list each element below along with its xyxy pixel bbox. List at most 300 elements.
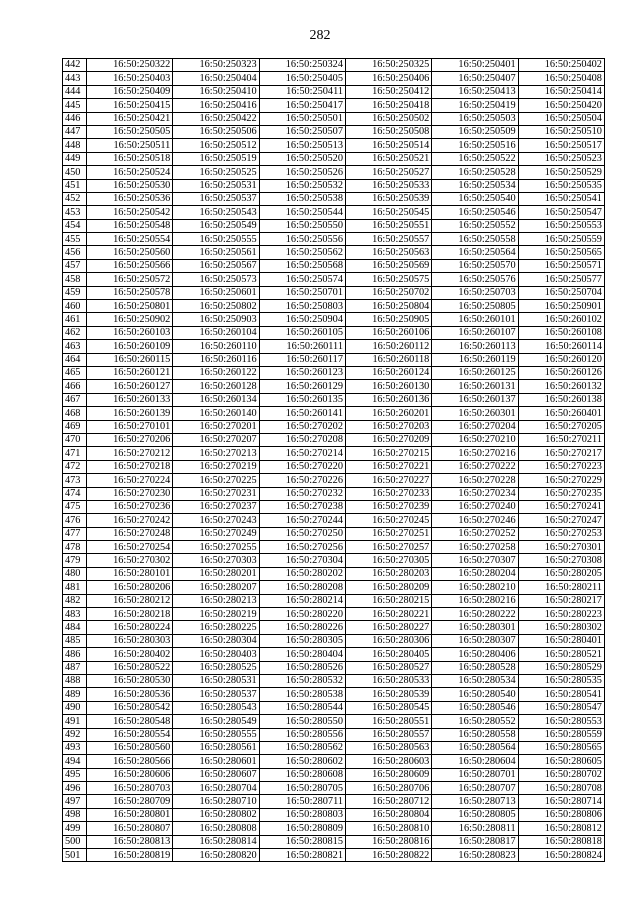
cadastral-number-cell: 16:50:280205 bbox=[518, 567, 604, 580]
cadastral-number-cell: 16:50:270208 bbox=[259, 433, 345, 446]
row-number-cell: 492 bbox=[63, 728, 87, 741]
cadastral-number-cell: 16:50:280223 bbox=[518, 608, 604, 621]
cadastral-number-cell: 16:50:250601 bbox=[173, 286, 259, 299]
table-row bbox=[63, 273, 605, 286]
row-number-cell: 493 bbox=[63, 741, 87, 754]
row-number-cell: 482 bbox=[63, 594, 87, 607]
cadastral-number-cell: 16:50:250419 bbox=[432, 99, 518, 112]
cadastral-number-cell: 16:50:270202 bbox=[259, 420, 345, 433]
cadastral-number-cell: 16:50:280561 bbox=[173, 741, 259, 754]
cadastral-number-cell: 16:50:270249 bbox=[173, 527, 259, 540]
cadastral-number-cell: 16:50:250411 bbox=[259, 85, 345, 98]
row-number-cell: 448 bbox=[63, 139, 87, 152]
cadastral-number-cell: 16:50:260118 bbox=[345, 353, 431, 366]
cadastral-number-cell: 16:50:250543 bbox=[173, 206, 259, 219]
cadastral-number-cell: 16:50:250524 bbox=[87, 166, 173, 179]
cadastral-number-cell: 16:50:250513 bbox=[259, 139, 345, 152]
table-row bbox=[63, 741, 605, 754]
cadastral-number-cell: 16:50:250523 bbox=[518, 152, 604, 165]
cadastral-number-cell: 16:50:280607 bbox=[173, 768, 259, 781]
cadastral-number-cell: 16:50:280527 bbox=[345, 661, 431, 674]
table-row bbox=[63, 581, 605, 594]
cadastral-number-cell: 16:50:270243 bbox=[173, 514, 259, 527]
cadastral-number-cell: 16:50:270256 bbox=[259, 541, 345, 554]
cadastral-number-cell: 16:50:250510 bbox=[518, 125, 604, 138]
cadastral-number-cell: 16:50:280542 bbox=[87, 701, 173, 714]
row-number-cell: 484 bbox=[63, 621, 87, 634]
cadastral-number-cell: 16:50:250324 bbox=[259, 59, 345, 72]
cadastral-number-cell: 16:50:270225 bbox=[173, 474, 259, 487]
row-number-cell: 475 bbox=[63, 500, 87, 513]
cadastral-number-cell: 16:50:280544 bbox=[259, 701, 345, 714]
table-row bbox=[63, 567, 605, 580]
cadastral-number-cell: 16:50:270248 bbox=[87, 527, 173, 540]
cadastral-number-cell: 16:50:280227 bbox=[345, 621, 431, 634]
cadastral-number-cell: 16:50:250535 bbox=[518, 179, 604, 192]
cadastral-number-cell: 16:50:250567 bbox=[173, 259, 259, 272]
cadastral-number-cell: 16:50:280558 bbox=[432, 728, 518, 741]
cadastral-number-cell: 16:50:270215 bbox=[345, 447, 431, 460]
table-row bbox=[63, 715, 605, 728]
cadastral-number-cell: 16:50:260103 bbox=[87, 326, 173, 339]
cadastral-number-cell: 16:50:250703 bbox=[432, 286, 518, 299]
cadastral-number-cell: 16:50:250701 bbox=[259, 286, 345, 299]
cadastral-number-cell: 16:50:260126 bbox=[518, 366, 604, 379]
cadastral-number-cell: 16:50:270203 bbox=[345, 420, 431, 433]
table-row bbox=[63, 112, 605, 125]
cadastral-number-cell: 16:50:250571 bbox=[518, 259, 604, 272]
cadastral-number-cell: 16:50:260125 bbox=[432, 366, 518, 379]
cadastral-number-cell: 16:50:250704 bbox=[518, 286, 604, 299]
cadastral-number-cell: 16:50:260101 bbox=[432, 313, 518, 326]
table-row bbox=[63, 433, 605, 446]
cadastral-number-cell: 16:50:280204 bbox=[432, 567, 518, 580]
table-row bbox=[63, 246, 605, 259]
cadastral-number-cell: 16:50:250555 bbox=[173, 233, 259, 246]
row-number-cell: 474 bbox=[63, 487, 87, 500]
cadastral-number-cell: 16:50:280546 bbox=[432, 701, 518, 714]
cadastral-number-cell: 16:50:280804 bbox=[345, 808, 431, 821]
cadastral-number-cell: 16:50:280539 bbox=[345, 688, 431, 701]
cadastral-number-cell: 16:50:260120 bbox=[518, 353, 604, 366]
cadastral-number-cell: 16:50:280213 bbox=[173, 594, 259, 607]
cadastral-number-cell: 16:50:250518 bbox=[87, 152, 173, 165]
table-row bbox=[63, 795, 605, 808]
cadastral-number-cell: 16:50:280702 bbox=[518, 768, 604, 781]
row-number-cell: 478 bbox=[63, 541, 87, 554]
cadastral-number-cell: 16:50:270220 bbox=[259, 460, 345, 473]
row-number-cell: 500 bbox=[63, 835, 87, 848]
cadastral-number-cell: 16:50:250410 bbox=[173, 85, 259, 98]
cadastral-number-cell: 16:50:250545 bbox=[345, 206, 431, 219]
cadastral-number-cell: 16:50:270240 bbox=[432, 500, 518, 513]
row-number-cell: 470 bbox=[63, 433, 87, 446]
cadastral-number-cell: 16:50:280603 bbox=[345, 755, 431, 768]
cadastral-number-cell: 16:50:270205 bbox=[518, 420, 604, 433]
cadastral-number-cell: 16:50:270242 bbox=[87, 514, 173, 527]
cadastral-number-cell: 16:50:250541 bbox=[518, 192, 604, 205]
cadastral-number-cell: 16:50:270219 bbox=[173, 460, 259, 473]
cadastral-number-cell: 16:50:270214 bbox=[259, 447, 345, 460]
cadastral-number-cell: 16:50:270307 bbox=[432, 554, 518, 567]
table-row bbox=[63, 835, 605, 848]
cadastral-number-cell: 16:50:270231 bbox=[173, 487, 259, 500]
cadastral-number-cell: 16:50:280819 bbox=[87, 849, 173, 862]
cadastral-number-cell: 16:50:280562 bbox=[259, 741, 345, 754]
cadastral-number-cell: 16:50:280605 bbox=[518, 755, 604, 768]
row-number-cell: 496 bbox=[63, 782, 87, 795]
cadastral-number-cell: 16:50:270206 bbox=[87, 433, 173, 446]
table-row bbox=[63, 259, 605, 272]
cadastral-number-cell: 16:50:280707 bbox=[432, 782, 518, 795]
cadastral-number-cell: 16:50:280551 bbox=[345, 715, 431, 728]
cadastral-number-cell: 16:50:270245 bbox=[345, 514, 431, 527]
cadastral-number-cell: 16:50:250905 bbox=[345, 313, 431, 326]
cadastral-number-cell: 16:50:250503 bbox=[432, 112, 518, 125]
row-number-cell: 454 bbox=[63, 219, 87, 232]
cadastral-number-cell: 16:50:250519 bbox=[173, 152, 259, 165]
cadastral-number-cell: 16:50:250563 bbox=[345, 246, 431, 259]
table-row bbox=[63, 755, 605, 768]
cadastral-number-cell: 16:50:280555 bbox=[173, 728, 259, 741]
table-row bbox=[63, 59, 605, 72]
cadastral-number-cell: 16:50:280708 bbox=[518, 782, 604, 795]
cadastral-number-cell: 16:50:250402 bbox=[518, 59, 604, 72]
cadastral-number-cell: 16:50:280224 bbox=[87, 621, 173, 634]
cadastral-number-cell: 16:50:280226 bbox=[259, 621, 345, 634]
cadastral-number-cell: 16:50:280405 bbox=[345, 648, 431, 661]
table-row bbox=[63, 849, 605, 862]
cadastral-number-cell: 16:50:250520 bbox=[259, 152, 345, 165]
cadastral-number-cell: 16:50:250556 bbox=[259, 233, 345, 246]
cadastral-number-cell: 16:50:280606 bbox=[87, 768, 173, 781]
table-row bbox=[63, 99, 605, 112]
cadastral-number-cell: 16:50:280222 bbox=[432, 608, 518, 621]
table-row bbox=[63, 72, 605, 85]
row-number-cell: 459 bbox=[63, 286, 87, 299]
cadastral-number-cell: 16:50:250552 bbox=[432, 219, 518, 232]
cadastral-number-cell: 16:50:270255 bbox=[173, 541, 259, 554]
cadastral-number-cell: 16:50:260133 bbox=[87, 393, 173, 406]
cadastral-number-cell: 16:50:280810 bbox=[345, 822, 431, 835]
cadastral-number-cell: 16:50:250574 bbox=[259, 273, 345, 286]
table-row bbox=[63, 313, 605, 326]
cadastral-number-cell: 16:50:260110 bbox=[173, 340, 259, 353]
cadastral-number-cell: 16:50:250413 bbox=[432, 85, 518, 98]
cadastral-number-cell: 16:50:280563 bbox=[345, 741, 431, 754]
cadastral-number-cell: 16:50:260115 bbox=[87, 353, 173, 366]
cadastral-number-cell: 16:50:270229 bbox=[518, 474, 604, 487]
cadastral-number-cell: 16:50:260134 bbox=[173, 393, 259, 406]
cadastral-number-cell: 16:50:270250 bbox=[259, 527, 345, 540]
cadastral-number-cell: 16:50:280212 bbox=[87, 594, 173, 607]
cadastral-number-cell: 16:50:270230 bbox=[87, 487, 173, 500]
cadastral-number-cell: 16:50:250517 bbox=[518, 139, 604, 152]
cadastral-number-cell: 16:50:260104 bbox=[173, 326, 259, 339]
cadastral-number-cell: 16:50:280609 bbox=[345, 768, 431, 781]
cadastral-number-cell: 16:50:250903 bbox=[173, 313, 259, 326]
cadastral-number-cell: 16:50:270244 bbox=[259, 514, 345, 527]
row-number-cell: 473 bbox=[63, 474, 87, 487]
cadastral-number-cell: 16:50:270237 bbox=[173, 500, 259, 513]
cadastral-number-cell: 16:50:270212 bbox=[87, 447, 173, 460]
cadastral-number-cell: 16:50:280215 bbox=[345, 594, 431, 607]
cadastral-number-cell: 16:50:280807 bbox=[87, 822, 173, 835]
cadastral-number-cell: 16:50:260138 bbox=[518, 393, 604, 406]
cadastral-number-cell: 16:50:280525 bbox=[173, 661, 259, 674]
cadastral-number-cell: 16:50:280601 bbox=[173, 755, 259, 768]
cadastral-number-cell: 16:50:250528 bbox=[432, 166, 518, 179]
cadastral-number-cell: 16:50:270222 bbox=[432, 460, 518, 473]
cadastral-number-cell: 16:50:260116 bbox=[173, 353, 259, 366]
cadastral-number-cell: 16:50:280803 bbox=[259, 808, 345, 821]
cadastral-number-cell: 16:50:280220 bbox=[259, 608, 345, 621]
cadastral-number-cell: 16:50:280545 bbox=[345, 701, 431, 714]
cadastral-number-cell: 16:50:280526 bbox=[259, 661, 345, 674]
cadastral-number-cell: 16:50:250551 bbox=[345, 219, 431, 232]
cadastral-number-cell: 16:50:280711 bbox=[259, 795, 345, 808]
cadastral-number-cell: 16:50:250901 bbox=[518, 300, 604, 313]
cadastral-number-cell: 16:50:280537 bbox=[173, 688, 259, 701]
cadastral-number-cell: 16:50:250575 bbox=[345, 273, 431, 286]
cadastral-number-cell: 16:50:280706 bbox=[345, 782, 431, 795]
cadastral-number-cell: 16:50:280531 bbox=[173, 674, 259, 687]
cadastral-number-cell: 16:50:270303 bbox=[173, 554, 259, 567]
table-row bbox=[63, 648, 605, 661]
cadastral-number-cell: 16:50:280202 bbox=[259, 567, 345, 580]
cadastral-number-cell: 16:50:280709 bbox=[87, 795, 173, 808]
cadastral-number-cell: 16:50:250804 bbox=[345, 300, 431, 313]
cadastral-number-cell: 16:50:260132 bbox=[518, 380, 604, 393]
cadastral-number-cell: 16:50:250801 bbox=[87, 300, 173, 313]
cadastral-number-cell: 16:50:280307 bbox=[432, 634, 518, 647]
cadastral-number-cell: 16:50:260301 bbox=[432, 407, 518, 420]
cadastral-number-cell: 16:50:250514 bbox=[345, 139, 431, 152]
cadastral-number-cell: 16:50:280533 bbox=[345, 674, 431, 687]
cadastral-number-cell: 16:50:260129 bbox=[259, 380, 345, 393]
cadastral-number-cell: 16:50:250576 bbox=[432, 273, 518, 286]
cadastral-number-cell: 16:50:270232 bbox=[259, 487, 345, 500]
cadastral-number-cell: 16:50:280530 bbox=[87, 674, 173, 687]
cadastral-number-cell: 16:50:260105 bbox=[259, 326, 345, 339]
table-row bbox=[63, 179, 605, 192]
cadastral-number-cell: 16:50:260108 bbox=[518, 326, 604, 339]
cadastral-number-cell: 16:50:280203 bbox=[345, 567, 431, 580]
cadastral-number-cell: 16:50:250572 bbox=[87, 273, 173, 286]
cadastral-number-cell: 16:50:260140 bbox=[173, 407, 259, 420]
cadastral-number-cell: 16:50:280217 bbox=[518, 594, 604, 607]
table-row bbox=[63, 634, 605, 647]
cadastral-number-cell: 16:50:280816 bbox=[345, 835, 431, 848]
cadastral-number-cell: 16:50:260119 bbox=[432, 353, 518, 366]
cadastral-number-cell: 16:50:250577 bbox=[518, 273, 604, 286]
cadastral-number-cell: 16:50:250539 bbox=[345, 192, 431, 205]
cadastral-number-cell: 16:50:250416 bbox=[173, 99, 259, 112]
table-row bbox=[63, 688, 605, 701]
table-row bbox=[63, 728, 605, 741]
cadastral-number-cell: 16:50:280809 bbox=[259, 822, 345, 835]
cadastral-number-cell: 16:50:260114 bbox=[518, 340, 604, 353]
cadastral-number-cell: 16:50:250557 bbox=[345, 233, 431, 246]
cadastral-blocks-table bbox=[62, 58, 605, 862]
cadastral-number-cell: 16:50:250537 bbox=[173, 192, 259, 205]
table-row bbox=[63, 514, 605, 527]
cadastral-number-cell: 16:50:280532 bbox=[259, 674, 345, 687]
cadastral-number-cell: 16:50:250547 bbox=[518, 206, 604, 219]
cadastral-number-cell: 16:50:280529 bbox=[518, 661, 604, 674]
table-row bbox=[63, 527, 605, 540]
row-number-cell: 463 bbox=[63, 340, 87, 353]
cadastral-number-cell: 16:50:270239 bbox=[345, 500, 431, 513]
cadastral-number-cell: 16:50:280305 bbox=[259, 634, 345, 647]
cadastral-number-cell: 16:50:250553 bbox=[518, 219, 604, 232]
cadastral-number-cell: 16:50:280705 bbox=[259, 782, 345, 795]
cadastral-number-cell: 16:50:270201 bbox=[173, 420, 259, 433]
cadastral-number-cell: 16:50:250506 bbox=[173, 125, 259, 138]
cadastral-number-cell: 16:50:280824 bbox=[518, 849, 604, 862]
cadastral-number-cell: 16:50:280556 bbox=[259, 728, 345, 741]
table-row bbox=[63, 420, 605, 433]
cadastral-number-cell: 16:50:280566 bbox=[87, 755, 173, 768]
table-row bbox=[63, 674, 605, 687]
cadastral-number-cell: 16:50:280710 bbox=[173, 795, 259, 808]
cadastral-number-cell: 16:50:250405 bbox=[259, 72, 345, 85]
table-row bbox=[63, 286, 605, 299]
cadastral-number-cell: 16:50:250532 bbox=[259, 179, 345, 192]
cadastral-number-cell: 16:50:280219 bbox=[173, 608, 259, 621]
row-number-cell: 453 bbox=[63, 206, 87, 219]
cadastral-number-cell: 16:50:270304 bbox=[259, 554, 345, 567]
cadastral-number-cell: 16:50:260401 bbox=[518, 407, 604, 420]
cadastral-number-cell: 16:50:280553 bbox=[518, 715, 604, 728]
table-row bbox=[63, 206, 605, 219]
cadastral-number-cell: 16:50:270221 bbox=[345, 460, 431, 473]
cadastral-number-cell: 16:50:250544 bbox=[259, 206, 345, 219]
row-number-cell: 480 bbox=[63, 567, 87, 580]
row-number-cell: 460 bbox=[63, 300, 87, 313]
cadastral-number-cell: 16:50:280547 bbox=[518, 701, 604, 714]
cadastral-number-cell: 16:50:280821 bbox=[259, 849, 345, 862]
cadastral-number-cell: 16:50:270228 bbox=[432, 474, 518, 487]
cadastral-number-cell: 16:50:270302 bbox=[87, 554, 173, 567]
cadastral-number-cell: 16:50:270236 bbox=[87, 500, 173, 513]
cadastral-number-cell: 16:50:250511 bbox=[87, 139, 173, 152]
cadastral-number-cell: 16:50:250531 bbox=[173, 179, 259, 192]
cadastral-number-cell: 16:50:250404 bbox=[173, 72, 259, 85]
cadastral-number-cell: 16:50:270211 bbox=[518, 433, 604, 446]
row-number-cell: 449 bbox=[63, 152, 87, 165]
row-number-cell: 489 bbox=[63, 688, 87, 701]
table-row bbox=[63, 219, 605, 232]
row-number-cell: 467 bbox=[63, 393, 87, 406]
cadastral-number-cell: 16:50:250570 bbox=[432, 259, 518, 272]
cadastral-number-cell: 16:50:270216 bbox=[432, 447, 518, 460]
cadastral-number-cell: 16:50:280301 bbox=[432, 621, 518, 634]
table-row bbox=[63, 487, 605, 500]
cadastral-number-cell: 16:50:270301 bbox=[518, 541, 604, 554]
cadastral-number-cell: 16:50:280221 bbox=[345, 608, 431, 621]
cadastral-number-cell: 16:50:250805 bbox=[432, 300, 518, 313]
cadastral-number-cell: 16:50:260141 bbox=[259, 407, 345, 420]
row-number-cell: 494 bbox=[63, 755, 87, 768]
cadastral-number-cell: 16:50:270218 bbox=[87, 460, 173, 473]
cadastral-number-cell: 16:50:280823 bbox=[432, 849, 518, 862]
cadastral-number-cell: 16:50:280528 bbox=[432, 661, 518, 674]
cadastral-number-cell: 16:50:250529 bbox=[518, 166, 604, 179]
cadastral-number-cell: 16:50:250559 bbox=[518, 233, 604, 246]
cadastral-number-cell: 16:50:280208 bbox=[259, 581, 345, 594]
row-number-cell: 445 bbox=[63, 99, 87, 112]
cadastral-number-cell: 16:50:250409 bbox=[87, 85, 173, 98]
cadastral-number-cell: 16:50:280207 bbox=[173, 581, 259, 594]
cadastral-number-cell: 16:50:250542 bbox=[87, 206, 173, 219]
cadastral-number-cell: 16:50:250512 bbox=[173, 139, 259, 152]
cadastral-number-cell: 16:50:270213 bbox=[173, 447, 259, 460]
cadastral-number-cell: 16:50:250802 bbox=[173, 300, 259, 313]
page-number: 282 bbox=[309, 28, 331, 43]
row-number-cell: 458 bbox=[63, 273, 87, 286]
cadastral-number-cell: 16:50:280818 bbox=[518, 835, 604, 848]
table-row bbox=[63, 326, 605, 339]
cadastral-number-cell: 16:50:250560 bbox=[87, 246, 173, 259]
cadastral-number-cell: 16:50:280801 bbox=[87, 808, 173, 821]
row-number-cell: 447 bbox=[63, 125, 87, 138]
cadastral-number-cell: 16:50:280214 bbox=[259, 594, 345, 607]
cadastral-number-cell: 16:50:280817 bbox=[432, 835, 518, 848]
cadastral-number-cell: 16:50:280210 bbox=[432, 581, 518, 594]
row-number-cell: 461 bbox=[63, 313, 87, 326]
cadastral-number-cell: 16:50:280535 bbox=[518, 674, 604, 687]
cadastral-number-cell: 16:50:280540 bbox=[432, 688, 518, 701]
row-number-cell: 468 bbox=[63, 407, 87, 420]
row-number-cell: 444 bbox=[63, 85, 87, 98]
cadastral-number-cell: 16:50:250417 bbox=[259, 99, 345, 112]
cadastral-number-cell: 16:50:270235 bbox=[518, 487, 604, 500]
cadastral-number-cell: 16:50:280802 bbox=[173, 808, 259, 821]
cadastral-number-cell: 16:50:270238 bbox=[259, 500, 345, 513]
cadastral-number-cell: 16:50:280534 bbox=[432, 674, 518, 687]
cadastral-number-cell: 16:50:250508 bbox=[345, 125, 431, 138]
table-row bbox=[63, 125, 605, 138]
row-number-cell: 499 bbox=[63, 822, 87, 835]
cadastral-number-cell: 16:50:280604 bbox=[432, 755, 518, 768]
cadastral-number-cell: 16:50:280811 bbox=[432, 822, 518, 835]
cadastral-number-cell: 16:50:280209 bbox=[345, 581, 431, 594]
table-row bbox=[63, 621, 605, 634]
table-row bbox=[63, 822, 605, 835]
cadastral-number-cell: 16:50:260112 bbox=[345, 340, 431, 353]
cadastral-number-cell: 16:50:270209 bbox=[345, 433, 431, 446]
cadastral-number-cell: 16:50:250527 bbox=[345, 166, 431, 179]
row-number-cell: 501 bbox=[63, 849, 87, 862]
row-number-cell: 498 bbox=[63, 808, 87, 821]
cadastral-number-cell: 16:50:260111 bbox=[259, 340, 345, 353]
cadastral-number-cell: 16:50:280557 bbox=[345, 728, 431, 741]
table-row bbox=[63, 139, 605, 152]
row-number-cell: 471 bbox=[63, 447, 87, 460]
cadastral-number-cell: 16:50:280822 bbox=[345, 849, 431, 862]
cadastral-number-cell: 16:50:270252 bbox=[432, 527, 518, 540]
cadastral-number-cell: 16:50:250562 bbox=[259, 246, 345, 259]
cadastral-number-cell: 16:50:280543 bbox=[173, 701, 259, 714]
cadastral-number-cell: 16:50:250536 bbox=[87, 192, 173, 205]
cadastral-number-cell: 16:50:280805 bbox=[432, 808, 518, 821]
cadastral-number-cell: 16:50:250521 bbox=[345, 152, 431, 165]
row-number-cell: 497 bbox=[63, 795, 87, 808]
table-row bbox=[63, 447, 605, 460]
cadastral-number-cell: 16:50:280404 bbox=[259, 648, 345, 661]
cadastral-number-cell: 16:50:250525 bbox=[173, 166, 259, 179]
